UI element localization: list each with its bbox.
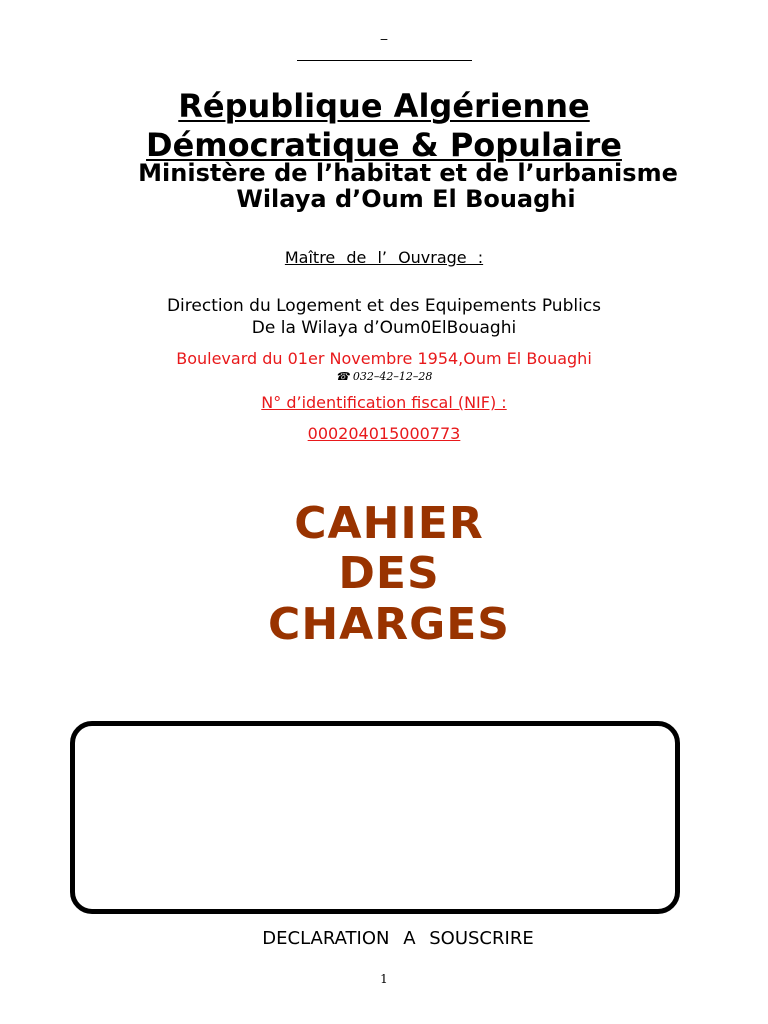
nif-number: 000204015000773 — [307, 424, 461, 443]
declaration-caption: DECLARATION A SOUSCRIRE — [262, 928, 534, 949]
owner-label: Maître de l’ Ouvrage : — [284, 248, 484, 267]
nif-label: N° d’identification fiscal (NIF) : — [261, 393, 507, 412]
address: Boulevard du 01er Novembre 1954,Oum El Bouaghi — [176, 349, 592, 368]
title-line-3: CHARGES — [268, 599, 510, 650]
republic-line-1: République Algérienne — [178, 87, 590, 125]
title-line-1: CAHIER — [294, 498, 484, 549]
page-number: 1 — [380, 972, 388, 986]
republic-line-2: Démocratique & Populaire — [146, 126, 622, 164]
empty-frame — [70, 721, 680, 914]
top-divider — [297, 60, 472, 61]
phone-number: ☎ 032–42–12–28 — [335, 370, 433, 383]
direction-line-1: Direction du Logement et des Equipements Publics — [166, 296, 602, 316]
top-mark: _ — [380, 26, 388, 41]
title-line-2: DES — [338, 548, 440, 599]
direction-line-2: De la Wilaya d’Oum0ElBouaghi — [251, 318, 517, 338]
wilaya-name: Wilaya d’Oum El Bouaghi — [236, 185, 576, 213]
ministry-name: Ministère de l’habitat et de l’urbanisme — [138, 159, 678, 187]
